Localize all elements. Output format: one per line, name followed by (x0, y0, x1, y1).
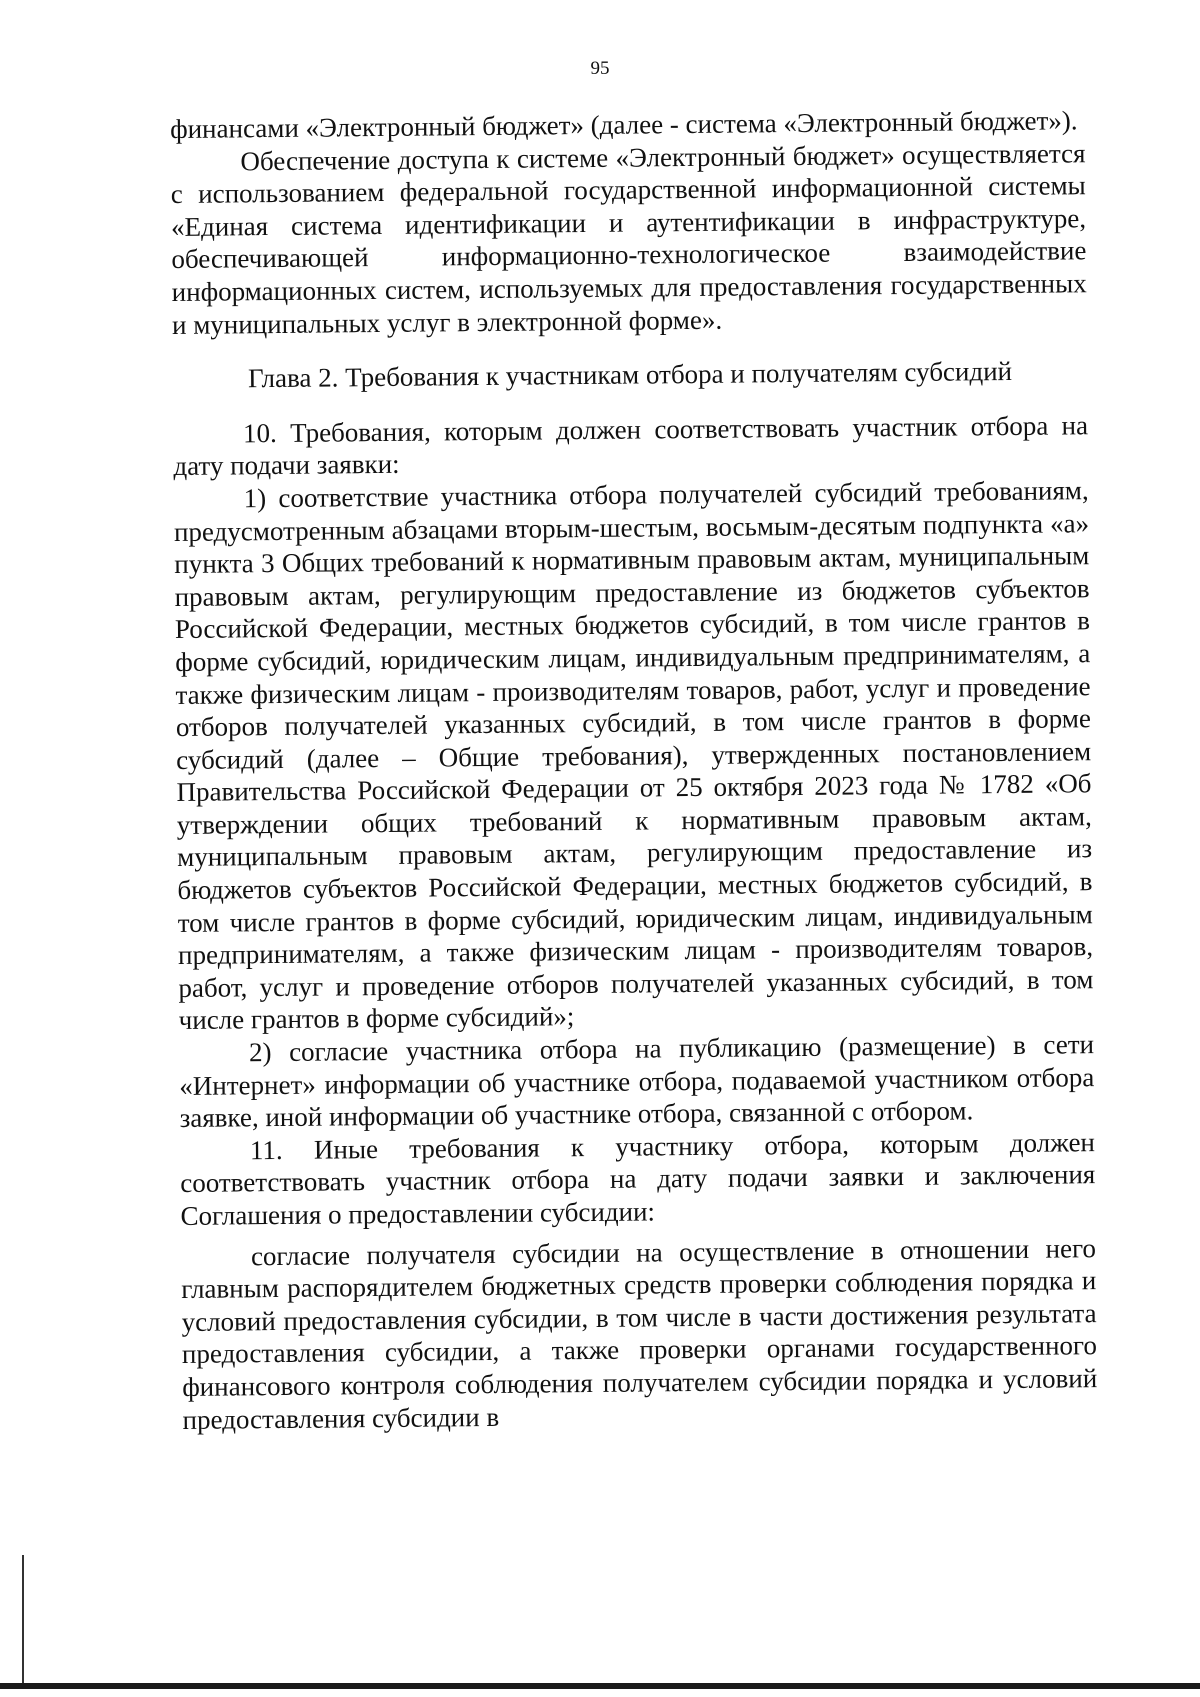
paragraph-item-11: 11. Иные требования к участнику отбора, которым должен соответствовать участник отбора на дату подачи заявки и заключения Соглашения о предоставлении субсидии: (180, 1126, 1096, 1231)
page-number: 95 (590, 58, 610, 79)
scan-edge-line (22, 1555, 24, 1685)
paragraph-subitem-2: 2) согласие участника отбора на публикацию (размещение) в сети «Интернет» информации об участнике отбора, подаваемой участником отбора заявке, иной информации об участнике отбора, связанной с отбором. (179, 1029, 1095, 1134)
paragraph-subitem-1: 1) соответствие участника отбора получателей субсидий требованиям, предусмотренным абзацами вторым-шестым, восьмым-десятым подпункта «а» пункта 3 Общих требований к нормативным правовым актам, муниципальным правовым актам, регулирующим предоставление из бюджетов субъектов Российской Федерации, местных бюджетов субсидий, в том числе грантов в форме субсидий, юридическим лицам, индивидуальным предпринимателям, а также физическим лицам - производителям товаров, работ, услуг и проведение отборов получателей указанных субсидий, в том числе грантов в форме субсидий (далее – Общие требования), утвержденных постановлением Правительства Российской Федерации от 25 октября 2023 года № 1782 «Об утверждении общих требований к нормативным правовым актам, муниципальным правовым актам, регулирующим предоставление из бюджетов субъектов Российской Федерации, местных бюджетов субсидий, в том числе грантов в форме субсидий, юридическим лицам, индивидуальным предпринимателям, а также физическим лицам - производителям товаров, работ, услуг и проведение отборов получателей указанных субсидий, в том числе грантов в форме субсидий»; (173, 475, 1094, 1036)
chapter-heading: Глава 2. Требования к участникам отбора и получателям субсидий (247, 356, 1013, 394)
paragraph-item-10: 10. Требования, которым должен соответствовать участник отбора на дату подачи заявки: (173, 409, 1089, 482)
scan-bottom-edge (0, 1683, 1200, 1689)
paragraph-access: Обеспечение доступа к системе «Электронный бюджет» осуществляется с использованием федеральной государственной информационной системы «Единая система идентификации и аутентификации в инфраструктуре, обеспечивающей информационно-технологическое взаимодействие информационных систем, используемых для предоставления государственных и муниципальных услуг в электронной форме». (170, 137, 1087, 340)
document-body (170, 104, 1098, 1436)
paragraph-continuation: финансами «Электронный бюджет» (далее - система «Электронный бюджет»). (170, 105, 1078, 144)
paragraph-consent: согласие получателя субсидии на осуществление в отношении него главным распорядителем бюджетных средств проверки соблюдения порядка и условий предоставления субсидии, в том числе в части достижения результата предоставления субсидии, а также проверки органами государственного финансового контроля соблюдения получателем субсидии порядка и условий предоставления субсидии в (181, 1232, 1098, 1435)
